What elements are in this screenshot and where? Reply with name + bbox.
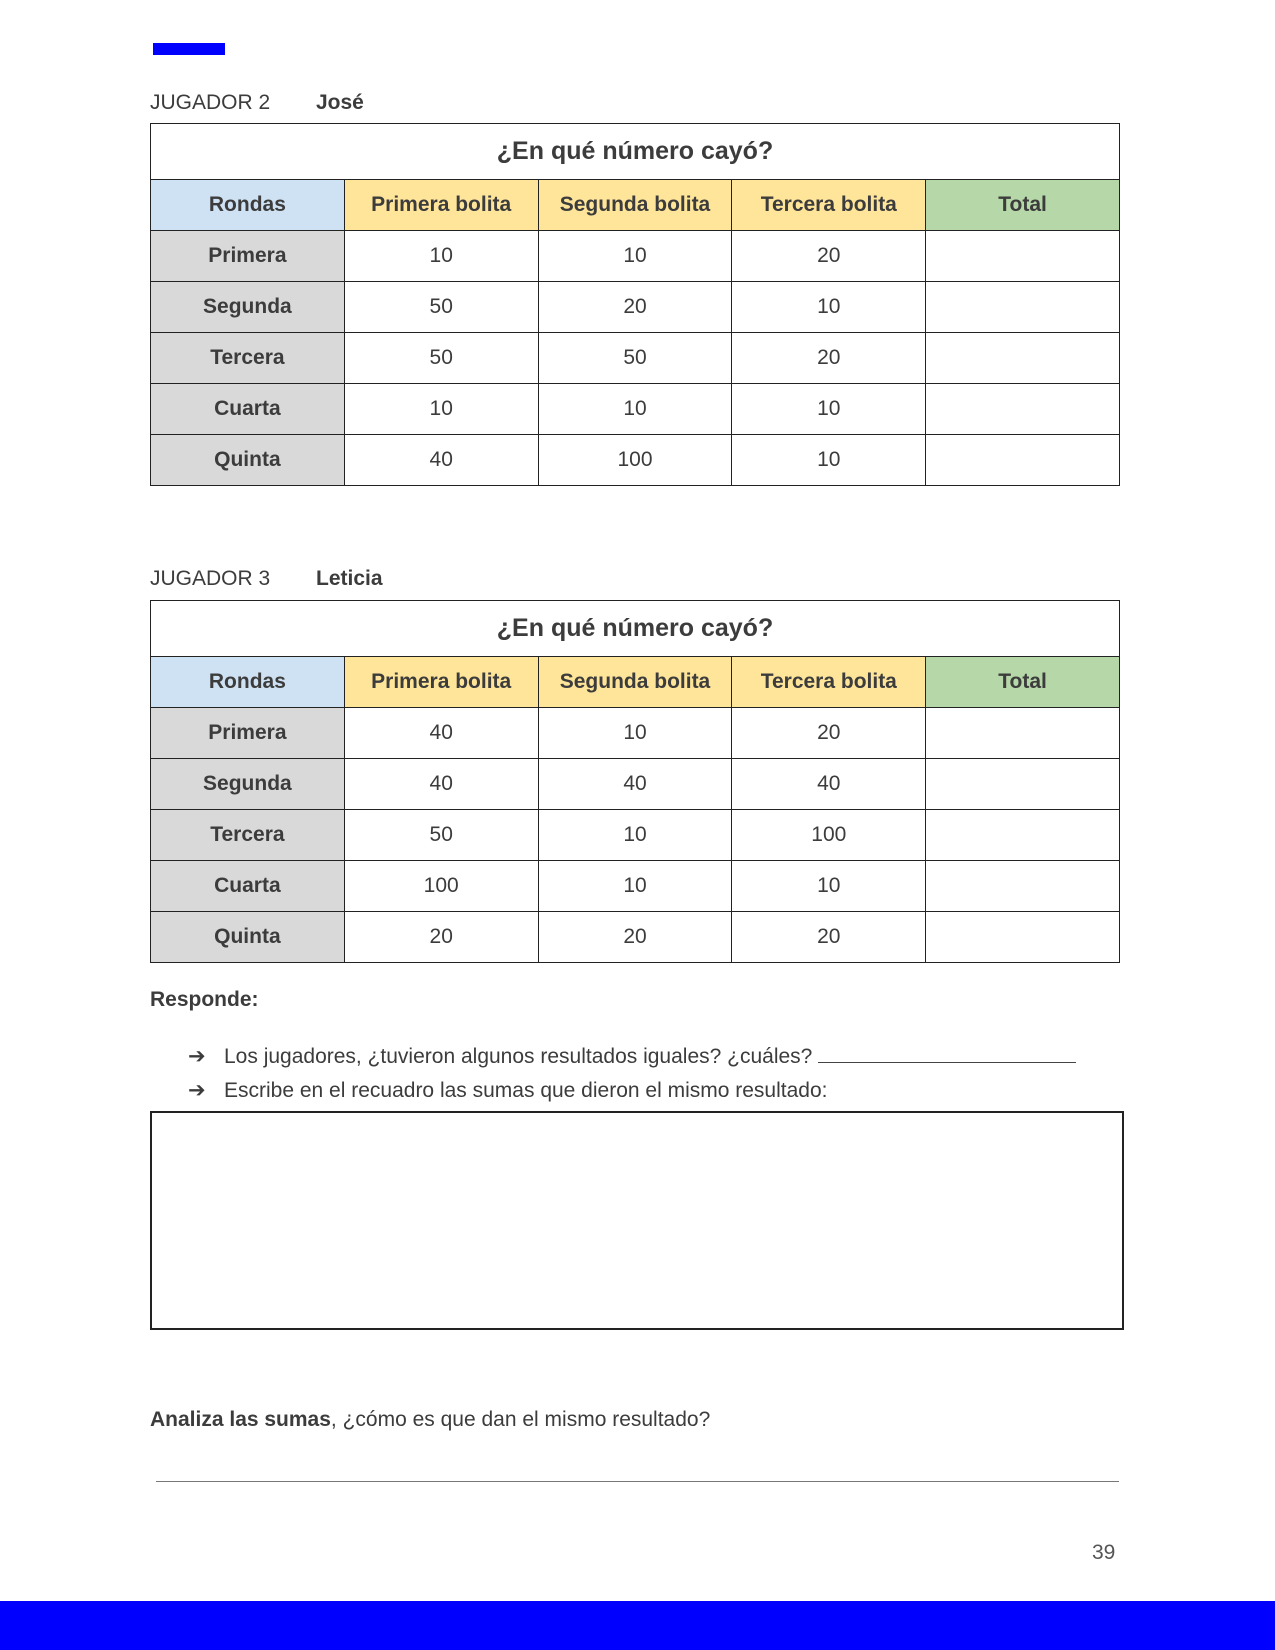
value-cell: 100: [344, 861, 538, 912]
responde-heading: Responde:: [150, 988, 259, 1011]
round-name: Segunda: [151, 759, 345, 810]
answer-box[interactable]: [150, 1111, 1124, 1330]
answer-line[interactable]: [156, 1481, 1119, 1482]
round-name: Primera: [151, 231, 345, 282]
value-cell: 20: [538, 912, 732, 963]
value-cell: 10: [538, 231, 732, 282]
value-cell: 40: [344, 759, 538, 810]
value-cell: 20: [732, 708, 926, 759]
arrow-right-icon: ➔: [188, 1045, 206, 1068]
round-name: Tercera: [151, 333, 345, 384]
round-name: Segunda: [151, 282, 345, 333]
analiza-rest: , ¿cómo es que dan el mismo resultado?: [330, 1408, 711, 1431]
round-name: Quinta: [151, 912, 345, 963]
top-accent-bar: [153, 43, 225, 55]
round-name: Cuarta: [151, 861, 345, 912]
table-row: [151, 759, 1120, 810]
player-number: JUGADOR 3: [150, 567, 271, 590]
player-name: José: [316, 91, 364, 114]
header-tercera-bolita: Tercera bolita: [732, 180, 926, 231]
table-row: [151, 384, 1120, 435]
player-label: [150, 567, 383, 591]
value-cell: 10: [538, 861, 732, 912]
header-primera-bolita: Primera bolita: [344, 657, 538, 708]
analiza-bold: Analiza las sumas: [150, 1408, 331, 1431]
value-cell: 20: [732, 333, 926, 384]
question-1: [188, 1044, 1076, 1069]
total-cell[interactable]: [926, 231, 1120, 282]
header-rondas: Rondas: [151, 657, 345, 708]
score-table-player-2: [150, 123, 1120, 486]
total-cell[interactable]: [926, 708, 1120, 759]
value-cell: 50: [538, 333, 732, 384]
question-1-text: Los jugadores, ¿tuvieron algunos resultados iguales? ¿cuáles?: [224, 1045, 813, 1068]
table-row: [151, 333, 1120, 384]
question-2: [188, 1078, 827, 1103]
value-cell: 10: [732, 435, 926, 486]
round-name: Primera: [151, 708, 345, 759]
value-cell: 10: [344, 231, 538, 282]
table-row: [151, 435, 1120, 486]
value-cell: 20: [732, 912, 926, 963]
value-cell: 20: [538, 282, 732, 333]
arrow-right-icon: ➔: [188, 1079, 206, 1102]
analiza-prompt: [150, 1408, 710, 1432]
header-segunda-bolita: Segunda bolita: [538, 657, 732, 708]
header-segunda-bolita: Segunda bolita: [538, 180, 732, 231]
value-cell: 10: [538, 384, 732, 435]
table-row: [151, 861, 1120, 912]
value-cell: 10: [344, 384, 538, 435]
total-cell[interactable]: [926, 810, 1120, 861]
value-cell: 40: [538, 759, 732, 810]
value-cell: 50: [344, 810, 538, 861]
round-name: Tercera: [151, 810, 345, 861]
value-cell: 40: [732, 759, 926, 810]
question-2-text: Escribe en el recuadro las sumas que dieron el mismo resultado:: [224, 1079, 828, 1102]
table-row: [151, 282, 1120, 333]
total-cell[interactable]: [926, 282, 1120, 333]
value-cell: 100: [732, 810, 926, 861]
round-name: Cuarta: [151, 384, 345, 435]
total-cell[interactable]: [926, 912, 1120, 963]
value-cell: 50: [344, 282, 538, 333]
table-row: [151, 912, 1120, 963]
value-cell: 40: [344, 435, 538, 486]
total-cell[interactable]: [926, 861, 1120, 912]
value-cell: 40: [344, 708, 538, 759]
total-cell[interactable]: [926, 435, 1120, 486]
table-title: ¿En qué número cayó?: [151, 124, 1120, 180]
total-cell[interactable]: [926, 759, 1120, 810]
table-row: [151, 708, 1120, 759]
value-cell: 10: [538, 708, 732, 759]
value-cell: 100: [538, 435, 732, 486]
score-table-player-3: [150, 600, 1120, 963]
value-cell: 50: [344, 333, 538, 384]
value-cell: 20: [344, 912, 538, 963]
header-total: Total: [926, 657, 1120, 708]
player-label: [150, 91, 364, 115]
table-title: ¿En qué número cayó?: [151, 601, 1120, 657]
table-row: [151, 810, 1120, 861]
header-total: Total: [926, 180, 1120, 231]
value-cell: 10: [732, 282, 926, 333]
answer-blank[interactable]: [818, 1044, 1076, 1063]
value-cell: 20: [732, 231, 926, 282]
header-rondas: Rondas: [151, 180, 345, 231]
page-number: 39: [1092, 1541, 1116, 1564]
total-cell[interactable]: [926, 384, 1120, 435]
table-row: [151, 231, 1120, 282]
value-cell: 10: [732, 861, 926, 912]
round-name: Quinta: [151, 435, 345, 486]
player-name: Leticia: [316, 567, 383, 590]
total-cell[interactable]: [926, 333, 1120, 384]
value-cell: 10: [538, 810, 732, 861]
player-number: JUGADOR 2: [150, 91, 271, 114]
value-cell: 10: [732, 384, 926, 435]
header-primera-bolita: Primera bolita: [344, 180, 538, 231]
bottom-accent-band: [0, 1601, 1275, 1650]
header-tercera-bolita: Tercera bolita: [732, 657, 926, 708]
